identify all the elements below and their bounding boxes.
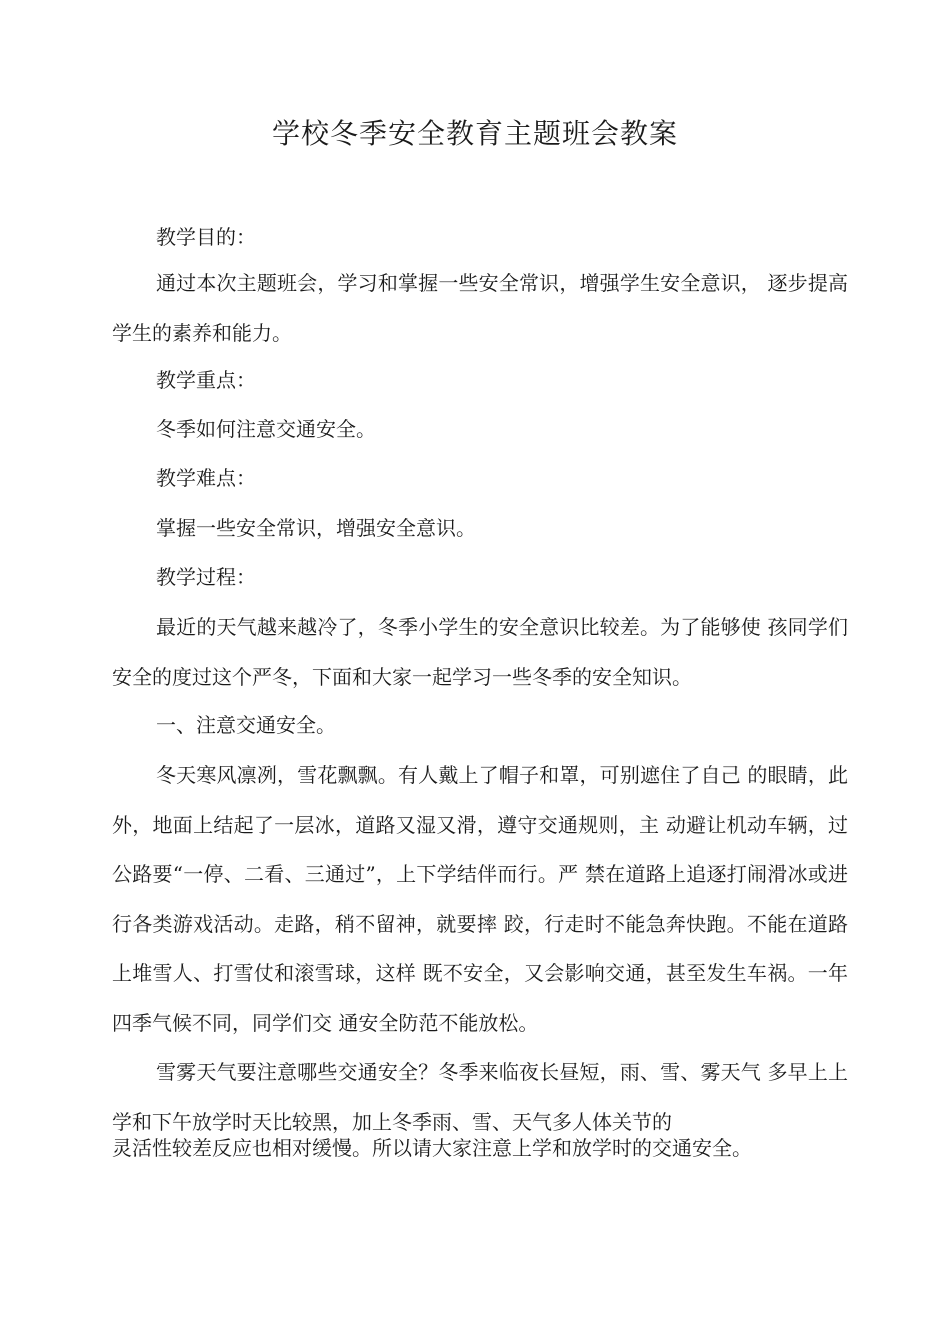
section-heading-process: 教学过程：	[156, 565, 256, 589]
section-heading-objective: 教学目的：	[156, 225, 256, 249]
paragraph-snow-fog: 雪雾天气要注意哪些交通安全？冬季来临夜长昼短，雨、雪、雾天气 多早上上学和下午放学时天比较黑，加上冬季雨、雪、天气多人体关节的	[112, 1060, 848, 1134]
section-heading-traffic-safety: 一、注意交通安全。	[156, 713, 336, 737]
paragraph-winter-traffic: 冬天寒风凛冽，雪花飘飘。有人戴上了帽子和罩，可别遮住了自己 的眼睛，此外，地面上结起了一层冰，道路又湿又滑，遵守交通规则，主 动避让机动车辆，过公路要“一停、二看、三通过”，上下学结伴而行。严 禁在道路上追逐打闹滑冰或进行各类游戏活动。走路，稍不留神，就要摔 跤，行走时不能急奔快跑。不能在道路上堆雪人、打雪仗和滚雪球，这样 既不安全，又会影响交通，甚至发生车祸。一年四季气候不同，同学们交 通安全防范不能放松。	[112, 763, 848, 1035]
section-heading-difficulty: 教学难点：	[156, 466, 256, 490]
document-title: 学校冬季安全教育主题班会教案	[271, 117, 678, 150]
paragraph-difficulty: 掌握一些安全常识，增强安全意识。	[156, 516, 476, 540]
paragraph-objective: 通过本次主题班会，学习和掌握一些安全常识，增强学生安全意识， 逐步提高学生的素养和能力。	[112, 271, 848, 345]
section-heading-key-point: 教学重点：	[156, 368, 256, 392]
paragraph-key-point: 冬季如何注意交通安全。	[156, 417, 376, 441]
paragraph-introduction: 最近的天气越来越冷了，冬季小学生的安全意识比较差。为了能够使 孩同学们安全的度过这个严冬，下面和大家一起学习一些冬季的安全知识。	[112, 615, 848, 689]
paragraph-snow-fog-continued: 灵活性较差反应也相对缓慢。所以请大家注意上学和放学时的交通安全。	[112, 1136, 752, 1160]
